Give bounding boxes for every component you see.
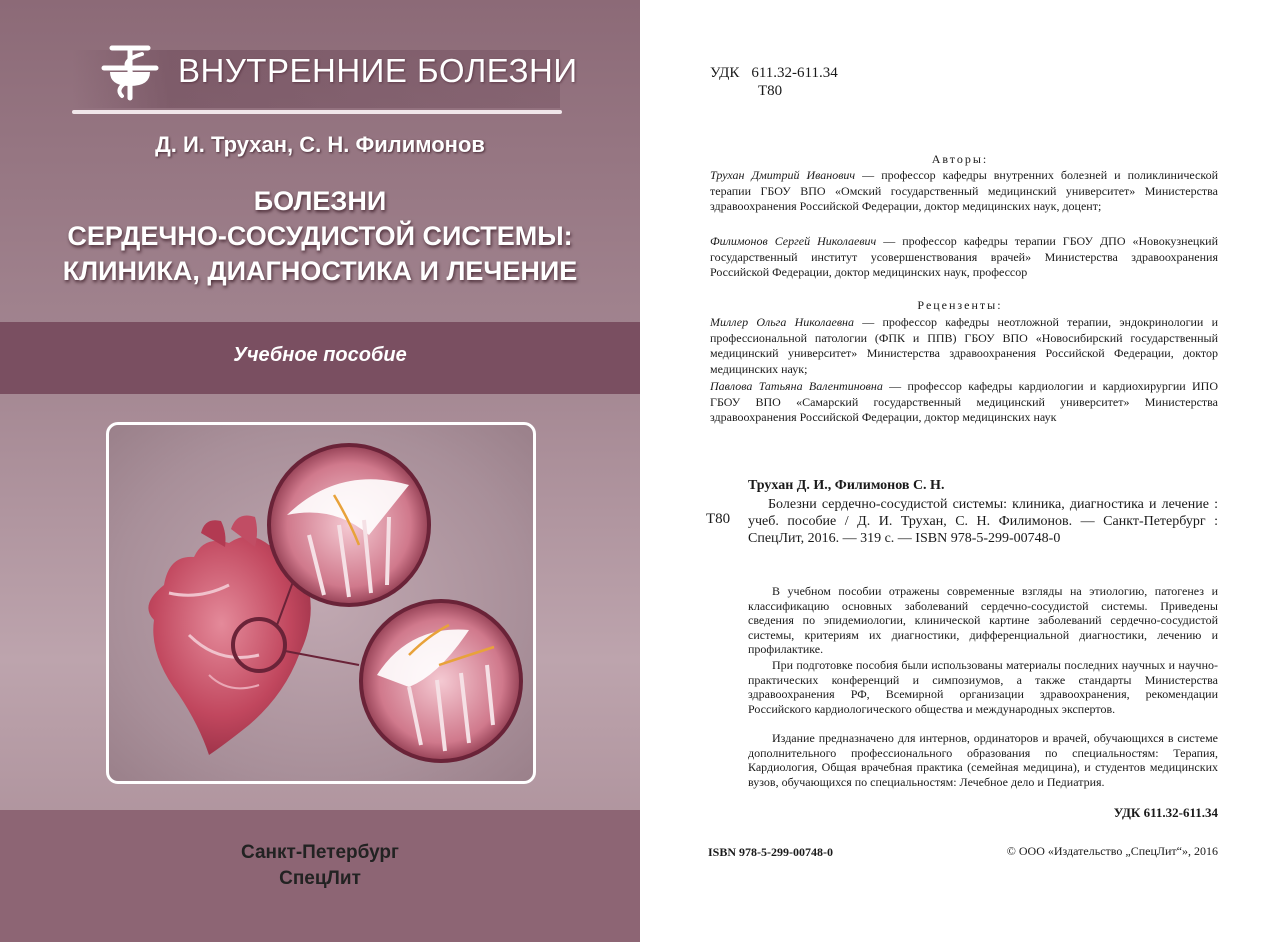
author-1-name: Трухан Дмитрий Иванович [710,168,856,182]
cover-subtitle: Учебное пособие [233,344,407,366]
heart-illustration [106,422,536,784]
book-title-line-1: БОЛЕЗНИ [253,186,387,216]
reviewer-2-name: Павлова Татьяна Валентиновна [710,379,883,393]
caduceus-bowl-icon [98,38,162,104]
publisher-name: СпецЛит [279,868,361,889]
book-title-line-3: КЛИНИКА, ДИАГНОСТИКА И ЛЕЧЕНИЕ [62,256,578,286]
author-1-entry [710,168,1218,215]
abstract-paragraph-3: Издание предназначено для интернов, ординаторов и врачей, обучающихся в системе дополнительного профессионального образования по специальностям: Терапия, Кардиология, Общая врачебная практика (семейная медицина), и студентов медицинских вузов, обучающихся по специальностям: Лечебное дело и Педиатрия. [748,731,1218,789]
citation-author: Трухан Д. И., Филимонов С. Н. [748,478,945,493]
udk-footer: УДК 611.32-611.34 [1113,805,1218,820]
udk-value: 611.32-611.34 [751,65,838,81]
book-title-line-2: СЕРДЕЧНО-СОСУДИСТОЙ СИСТЕМЫ: [67,221,573,251]
series-underline [72,110,562,114]
isbn: ISBN 978-5-299-00748-0 [708,845,833,859]
author-2-text: — профессор кафедры терапии ГБОУ ДПО «Новокузнецкий государственный институт усовершенствования врачей» Министерства здравоохранения Российской Федерации, доктор медицинских наук, профессор [710,234,1218,279]
reviewer-1-entry [710,315,1218,377]
reviewer-1-name: Миллер Ольга Николаевна [710,315,855,329]
author-2-entry [710,234,1218,281]
series-title: ВНУТРЕННИЕ БОЛЕЗНИ [178,52,578,89]
publication-city: Санкт-Петербург [241,842,399,863]
udk-header [710,64,838,100]
citation-record: Болезни сердечно-сосудистой системы: клиника, диагностика и лечение : учеб. пособие / Д. И. Трухан, С. Н. Филимонов. — Санкт-Петербург : СпецЛит, 2016. — 319 с. — ISBN 978-5-299-00748-0 [748,497,1218,546]
reviewer-1-text: — профессор кафедры неотложной терапии, эндокринологии и профессиональной патологии (ФПК и ППВ) ГБОУ ВПО «Новосибирский государственный медицинский университет» Министерства здравоохранения Российской Федерации, доктор медицинских наук; [710,315,1218,376]
author-1-text: — профессор кафедры внутренних болезней и поликлинической терапии ГБОУ ВПО «Омский государственный медицинский университет» Министерства здравоохранения Российской Федерации, доктор медицинских наук, доцент; [710,168,1218,213]
book-title [0,184,640,289]
reviewer-2-entry [710,379,1218,426]
heart-anatomy-image [109,425,533,781]
citation-index-code: Т80 [706,511,731,527]
authors-heading: Авторы: [931,152,989,166]
abstract-paragraph-2: При подготовке пособия были использованы материалы последних научных и научно-практических конференций и симпозиумов, а также стандарты Министерства здравоохранения РФ, Всемирной организации здравоохранения, рекомендации Российского кардиологического общества и международных экспертов. [748,658,1218,716]
copyright-notice: © ООО «Издательство „СпецЛит“», 2016 [1006,844,1218,858]
imprint-page [640,0,1280,942]
cover-authors: Д. И. Трухан, С. Н. Филимонов [155,132,485,157]
udk-label: УДК [710,65,740,81]
abstract-paragraph-1: В учебном пособии отражены современные взгляды на этиологию, патогенез и классификацию основных заболеваний сердечно-сосудистой системы. Приведены сведения по эпидемиологии, клинической картине заболеваний сердечно-сосудистой системы, критериям их диагностики, дифференциальной диагностики, лечению и профилактике. [748,584,1218,657]
author-2-name: Филимонов Сергей Николаевич [710,234,877,248]
reviewer-2-text: — профессор кафедры кардиологии и кардиохирургии ИПО ГБОУ ВПО «Самарский государственный медицинский университет» Министерства здравоохранения Российской Федерации, доктор медицинских наук [710,379,1218,424]
index-code: Т80 [758,83,783,99]
reviewers-heading: Рецензенты: [917,298,1003,312]
